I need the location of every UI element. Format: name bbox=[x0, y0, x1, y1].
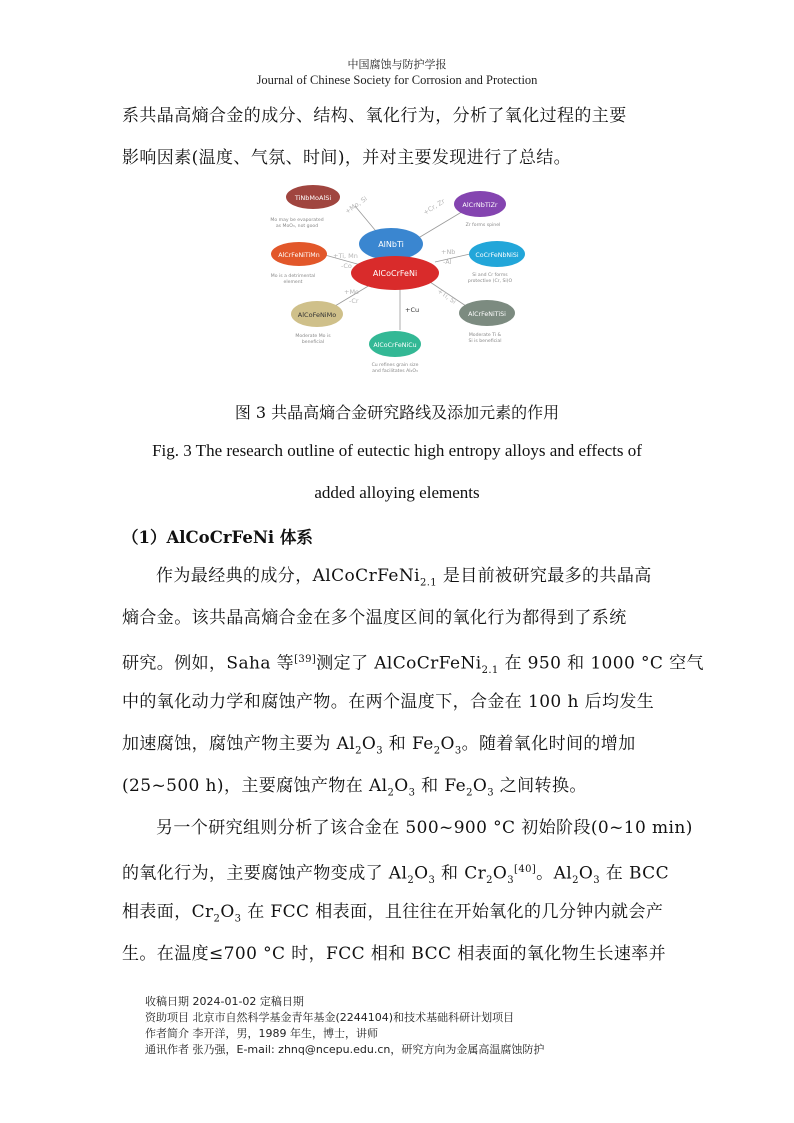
note-mr-2: protective (Cr, Si)O bbox=[467, 279, 513, 284]
section-heading: （1）AlCoCrFeNi 体系 bbox=[122, 528, 313, 547]
edge-label-tr: +Cr, Zr bbox=[421, 197, 447, 217]
node-bl bbox=[291, 301, 343, 327]
edge-label-bl2: -Cr bbox=[349, 297, 359, 305]
p1-line-1: 作为最经典的成分，AlCoCrFeNi$_{2.1}$ 是目前被研究最多的共晶高 bbox=[156, 566, 652, 589]
journal-title-en: Journal of Chinese Society for Corrosion and Protection bbox=[256, 73, 538, 87]
node-mr bbox=[469, 241, 525, 267]
node-center-label: AlCoCrFeNi bbox=[372, 269, 418, 278]
edge-label-ml: +Ti, Mn bbox=[333, 252, 358, 260]
node-tr-label: AlCrNbTiZr bbox=[462, 201, 498, 209]
note-bc-2: and facilitates Al₂O₃ bbox=[372, 369, 418, 374]
node-ml bbox=[271, 242, 327, 266]
note-mr-1: Si and Cr forms bbox=[472, 273, 508, 278]
p1-line-4: 中的氧化动力学和腐蚀产物。在两个温度下，合金在 100 h 后均发生 bbox=[122, 692, 655, 712]
figure-caption-cn: 图 3 共晶高熵合金研究路线及添加元素的作用 bbox=[234, 403, 560, 422]
p1-line-5: 加速腐蚀，腐蚀产物主要为 $Al_2O_3$ 和 $Fe_2O_3$。随着氧化时间的增加 bbox=[122, 734, 636, 757]
node-br-label: AlCrFeNiTiSi bbox=[468, 311, 506, 318]
note-bl-2: beneficial bbox=[301, 340, 325, 345]
note-bc-1: Cu refines grain size bbox=[371, 363, 419, 368]
p1-line-6: (25~500 h)，主要腐蚀产物在 $Al_2O_3$ 和 $Fe_2O_3$ 之间转换。 bbox=[122, 776, 587, 799]
node-tl-label: TiNbMoAlSi bbox=[294, 194, 332, 202]
note-br-2: Si is beneficial bbox=[468, 339, 502, 344]
footnote-corresponding: 通讯作者 张乃强，E-mail: zhnq@ncepu.edu.cn，研究方向为金属高温腐蚀防护 bbox=[145, 1043, 545, 1056]
edge-label-ml2: -Co bbox=[341, 262, 352, 270]
edge-label-br: +Ti, Si bbox=[435, 287, 458, 306]
p2-line-3: 相表面，$Cr_2O_3$ 在 FCC 相表面，且往往在开始氧化的几分钟内就会产 bbox=[122, 902, 664, 925]
node-center-top-label: AlNbTi bbox=[378, 240, 404, 249]
edge-label-mr: +Nb bbox=[441, 248, 456, 256]
node-bl-label: AlCoFeNiMo bbox=[297, 311, 337, 319]
footnote-received-date: 收稿日期 2024-01-02 定稿日期 bbox=[145, 995, 304, 1008]
p1-line-3: 研究。例如，Saha 等[39]测定了 AlCoCrFeNi$_{2.1}$ 在 950 和 1000 °C 空气 bbox=[122, 653, 704, 677]
journal-title-cn: 中国腐蚀与防护学报 bbox=[347, 58, 447, 71]
note-ml-1: Mo is a detrimental bbox=[270, 274, 316, 279]
p1-line-2: 熵合金。该共晶高熵合金在多个温度区间的氧化行为都得到了系统 bbox=[122, 608, 627, 628]
note-bl-1: Moderate Mo is bbox=[295, 334, 331, 339]
node-bc-label: AlCoCrFeNiCu bbox=[373, 342, 417, 349]
edge-label-mr2: -Al bbox=[443, 258, 452, 266]
note-br-1: Moderate Ti & bbox=[468, 333, 502, 338]
node-br bbox=[459, 300, 515, 326]
edge-label-bl: +Mo bbox=[344, 288, 360, 296]
node-tl bbox=[286, 185, 340, 209]
figure-caption-en-line1: Fig. 3 The research outline of eutectic high entropy alloys and effects of bbox=[152, 441, 642, 460]
node-bc bbox=[369, 331, 421, 357]
figure-caption-en-line2: added alloying elements bbox=[314, 483, 480, 502]
node-mr-label: CoCrFeNbNiSi bbox=[475, 252, 519, 259]
edge-label-tl: +Mo, Si bbox=[343, 194, 369, 216]
intro-line-2: 影响因素(温度、气氛、时间)，并对主要发现进行了总结。 bbox=[122, 148, 572, 168]
p2-line-4: 生。在温度≤700 °C 时，FCC 相和 BCC 相表面的氧化物生长速率并 bbox=[122, 944, 667, 964]
note-tl-2: as MoO₃, not good bbox=[275, 224, 319, 229]
node-center bbox=[351, 256, 439, 290]
note-tr-1: Zr forms spinel bbox=[465, 223, 501, 228]
p2-line-1: 另一个研究组则分析了该合金在 500~900 °C 初始阶段(0~10 min) bbox=[156, 818, 693, 838]
p2-line-2: 的氧化行为，主要腐蚀产物变成了 $Al_2O_3$ 和 $Cr_2O_3[40]$。$Al_2O_3$ 在 BCC bbox=[122, 863, 669, 887]
edge-label-bc: +Cu bbox=[405, 306, 420, 314]
node-tr bbox=[454, 191, 506, 217]
intro-line-1: 系共晶高熵合金的成分、结构、氧化行为，分析了氧化过程的主要 bbox=[122, 106, 627, 126]
footnote-funding: 资助项目 北京市自然科学基金青年基金(2244104)和技术基础科研计划项目 bbox=[145, 1011, 515, 1024]
research-outline-figure bbox=[265, 182, 535, 382]
node-ml-label: AlCrFeNiTiMn bbox=[278, 252, 320, 259]
note-ml-2: element bbox=[283, 280, 303, 285]
note-tl-1: Mo may be evaporated bbox=[270, 218, 324, 223]
node-center-top bbox=[359, 228, 423, 260]
footnote-author: 作者简介 李开洋，男，1989 年生，博士，讲师 bbox=[145, 1027, 378, 1040]
